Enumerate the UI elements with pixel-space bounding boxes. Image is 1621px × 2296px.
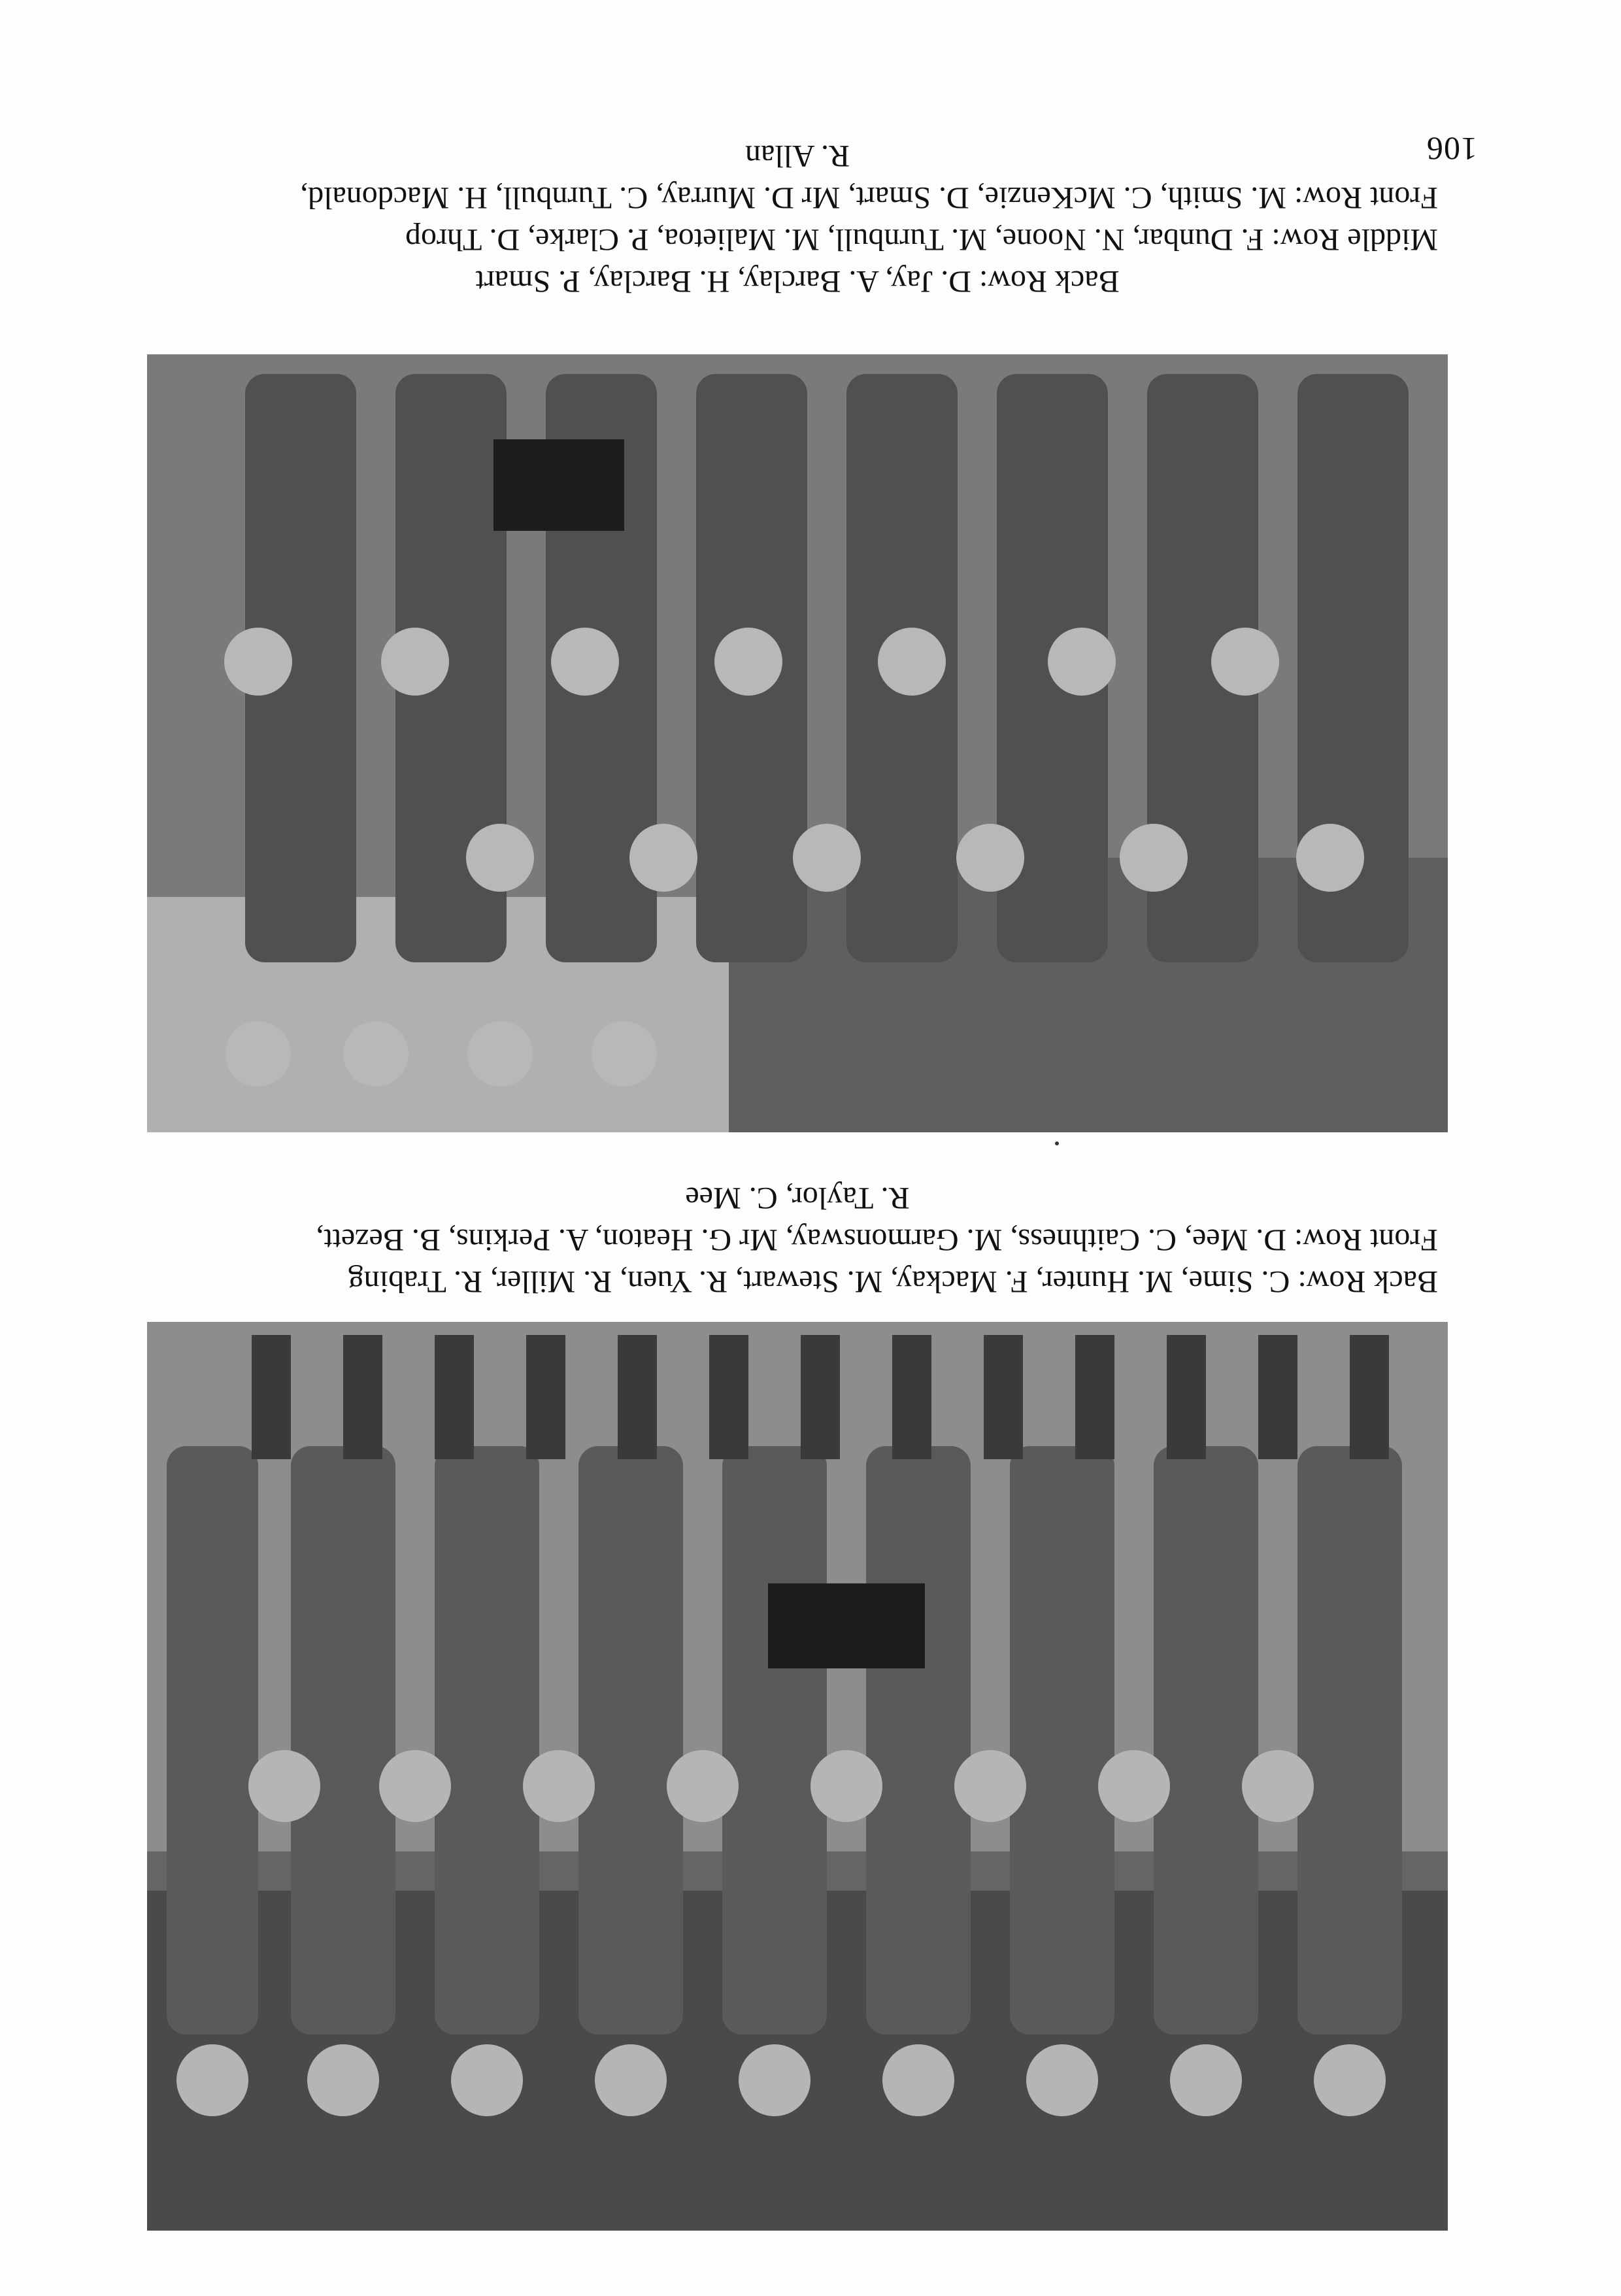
group-photo-2-image xyxy=(147,354,1448,1132)
scan-speck xyxy=(1055,1141,1059,1145)
photo-2-back-row: Back Row: D. Jay, A. Barclay, H. Barclay, P. Smart xyxy=(475,264,1120,299)
photo-2-front-row-continued: R. Allan xyxy=(745,139,850,173)
group-photo-1-image xyxy=(147,1322,1448,2231)
group-photo-1 xyxy=(147,1322,1448,2231)
photo-1-front-row-continued: R. Taylor, C. Mee xyxy=(685,1181,910,1215)
photo-2-middle-row: Middle Row: F. Dunbar, N. Noone, M. Turnbull, M. Malietoa, P. Clarke, D. Throp xyxy=(405,222,1438,257)
photo-2-front-row: Front Row: M. Smith, C. McKenzie, D. Smart, Mr D. Murray, C. Turnbull, H. Macdonald, xyxy=(300,180,1438,215)
photo-1-front-row: Front Row: D. Mee, C. Caithness, M. Garmonsway, Mr G. Heaton, A. Perkins, B. Bezett, xyxy=(316,1223,1438,1257)
page-number: 106 xyxy=(1426,131,1477,167)
photo-2-caption xyxy=(157,135,1438,302)
photo-1-caption xyxy=(157,1177,1438,1302)
group-photo-2 xyxy=(147,354,1448,1132)
photo-1-back-row: Back Row: C. Sime, M. Hunter, F. Mackay, M. Stewart, R. Yuen, R. Miller, R. Trabing xyxy=(348,1264,1438,1299)
